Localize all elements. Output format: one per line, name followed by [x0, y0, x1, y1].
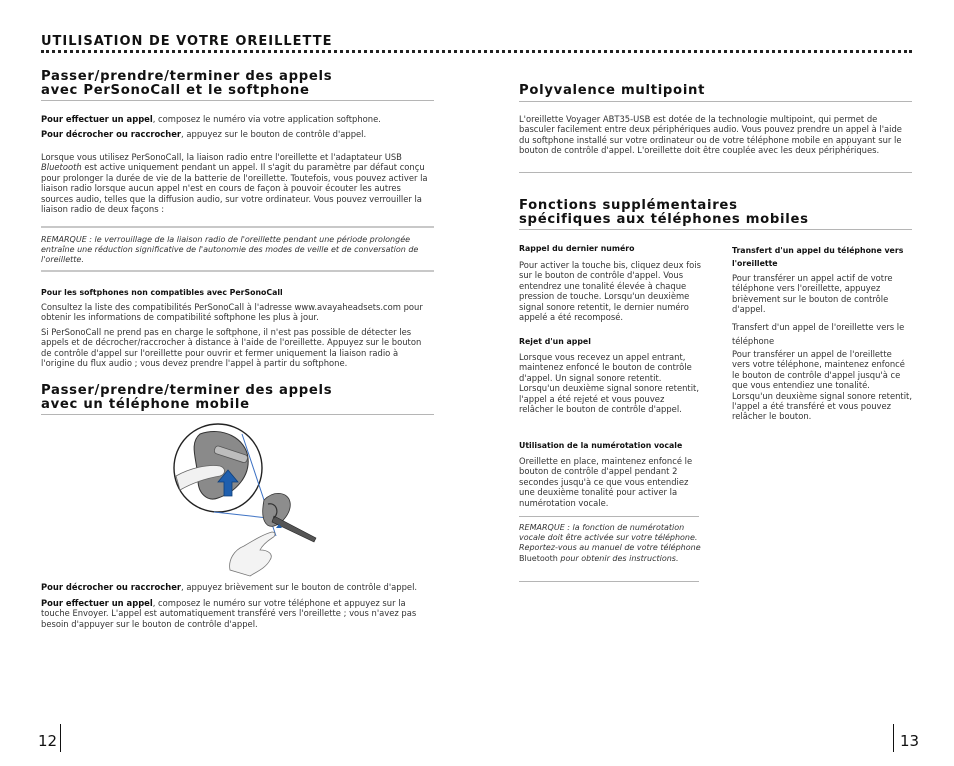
section-rule	[41, 414, 434, 415]
heading-line: Passer/prendre/terminer des appels	[41, 383, 333, 398]
page-number-right: 13	[900, 732, 920, 750]
bold-lead: Pour effectuer un appel	[41, 114, 153, 124]
remark-note: REMARQUE : le verrouillage de la liaison radio de l'oreillette pendant une période prolongée entraîne une réduction significative de l'autonomie des modes de veille et de conversation de l'oreillette.	[41, 235, 419, 265]
subheading: Rejet d'un appel	[519, 337, 591, 346]
subheading: Pour les softphones non compatibles avec PerSonoCall	[41, 288, 283, 297]
bold-lead: Pour décrocher ou raccrocher	[41, 582, 182, 592]
note-plain-text: Bluetooth	[519, 553, 558, 563]
heading-line: Passer/prendre/terminer des appels	[41, 69, 333, 84]
paragraph	[41, 598, 434, 629]
paragraph-personocall	[41, 152, 434, 214]
page-number-bar	[893, 724, 894, 752]
page-number-left: 12	[38, 732, 58, 750]
note-text: REMARQUE : la fonction de numérotation vocale doit être activée sur votre téléphone. Reportez-vous au manuel de votre téléphone	[519, 523, 701, 553]
paragraph: Pour transférer un appel de l'oreillette vers votre téléphone, maintenez enfoncé le bouton de contrôle d'appel jusqu'à ce que vous entendiez une tonalité. Lorsqu'un deuxième signal sonore retentit, l'appel a été transféré et vous pouvez relâcher le bouton.	[732, 349, 912, 422]
text: , appuyez brièvement sur le bouton de contrôle d'appel.	[181, 582, 418, 592]
italic-text: Bluetooth	[41, 162, 82, 173]
paragraph: Pour transférer un appel actif de votre téléphone vers l'oreillette, appuyez brièvement sur le bouton de contrôle d'appel.	[732, 273, 893, 315]
heading-line: spécifiques aux téléphones mobiles	[519, 212, 809, 227]
note-rule-bottom	[41, 270, 434, 272]
heading-line: avec un téléphone mobile	[41, 397, 250, 412]
section-rule	[519, 172, 912, 173]
section-rule	[519, 101, 912, 102]
heading-line: Fonctions supplémentaires	[519, 198, 738, 213]
section-heading-softphone	[41, 70, 441, 98]
page-number-bar	[60, 724, 61, 752]
heading-line: avec PerSonoCall et le softphone	[41, 83, 310, 98]
paragraph: Lorsque vous recevez un appel entrant, maintenez enfoncé le bouton de contrôle d'appel. Un signal sonore retentit. Lorsqu'un deuxième signal sonore retentit, l'appel a été rejeté et vous pouvez relâcher le bouton de contrôle d'appel.	[519, 352, 699, 415]
text: Lorsque vous utilisez PerSonoCall, la liaison radio entre l'oreillette et l'adaptateur USB	[41, 152, 402, 162]
section-rule	[519, 229, 912, 230]
paragraph: L'oreillette Voyager ABT35-USB est dotée de la technologie multipoint, qui permet de basculer facilement entre deux périphériques audio. Vous pouvez prendre un appel à l'aide du softphone installé sur votre ordinateur ou de votre téléphone mobile en appuyant sur le bouton de contrôle d'appel. L'oreillette doit être couplée avec les deux périphériques.	[519, 114, 902, 156]
headset-illustration	[170, 420, 330, 578]
bold-lead: Pour décrocher ou raccrocher	[41, 129, 182, 139]
subheading: Transfert d'un appel du téléphone vers l'oreillette	[732, 246, 904, 268]
note-rule-top	[519, 516, 699, 517]
paragraph: Oreillette en place, maintenez enfoncé le bouton de contrôle d'appel pendant 2 secondes jusqu'à ce que vous entendiez une deuxième tonalité pour activer la numérotation vocale.	[519, 456, 693, 508]
paragraph: Si PerSonoCall ne prend pas en charge le softphone, il n'est pas possible de détecter les appels et de décrocher/raccrocher à distance à l'aide de l'oreillette. Appuyez sur le bouton de contrôle d'appel sur l'oreillette pour ouvrir et fermer uniquement la liaison radio à l'origine du flux audio ; vous devez prendre l'appel à partir du softphone.	[41, 327, 422, 369]
subheading-plain: Transfert d'un appel de l'oreillette vers le téléphone	[732, 322, 905, 346]
paragraph	[41, 114, 434, 124]
section-heading-multipoint: Polyvalence multipoint	[519, 83, 706, 98]
subheading: Utilisation de la numérotation vocale	[519, 441, 683, 450]
bold-lead: Pour effectuer un appel	[41, 598, 153, 608]
header-dotted-divider	[41, 50, 912, 53]
note-text: pour obtenir des instructions.	[557, 553, 679, 563]
text: , appuyez sur le bouton de contrôle d'appel.	[181, 129, 367, 139]
section-heading-mobile	[41, 384, 441, 412]
text: , composez le numéro via votre application softphone.	[152, 114, 381, 124]
page-header-title: UTILISATION DE VOTRE OREILLETTE	[41, 34, 333, 49]
section-rule	[41, 100, 434, 101]
subheading: Rappel du dernier numéro	[519, 244, 635, 253]
text: est active uniquement pendant un appel. Il s'agit du paramètre par défaut conçu pour prolonger la durée de vie de la batterie de l'oreillette. Toutefois, vous pouvez activer la liaison radio lorsque aucun appel n'est en cours de façon à pouvoir écouter les autres sources audio, telles que la diffusion audio, sur votre ordinateur. Vous pouvez verrouiller la liaison radio de deux façons :	[41, 162, 428, 215]
paragraph	[41, 582, 434, 592]
remark-note	[519, 523, 701, 564]
paragraph	[41, 129, 434, 139]
paragraph: Consultez la liste des compatibilités PerSonoCall à l'adresse www.avayaheadsets.com pour obtenir les informations de compatibilité softphone les plus à jour.	[41, 302, 423, 323]
text: , composez le numéro sur votre téléphone et appuyez sur la touche Envoyer. L'appel est automatiquement transféré vers l'oreillette ; vous n'avez pas besoin d'appuyer sur le bouton de contrôle d'appel.	[41, 598, 417, 629]
section-heading-mobile-features	[519, 199, 914, 227]
note-rule-top	[41, 226, 434, 228]
paragraph: Pour activer la touche bis, cliquez deux fois sur le bouton de contrôle d'appel. Vous entendrez une tonalité élevée à chaque pression de touche. Lorsqu'un deuxième signal sonore retentit, le dernier numéro appelé a été recomposé.	[519, 260, 701, 323]
note-rule-bottom	[519, 581, 699, 582]
